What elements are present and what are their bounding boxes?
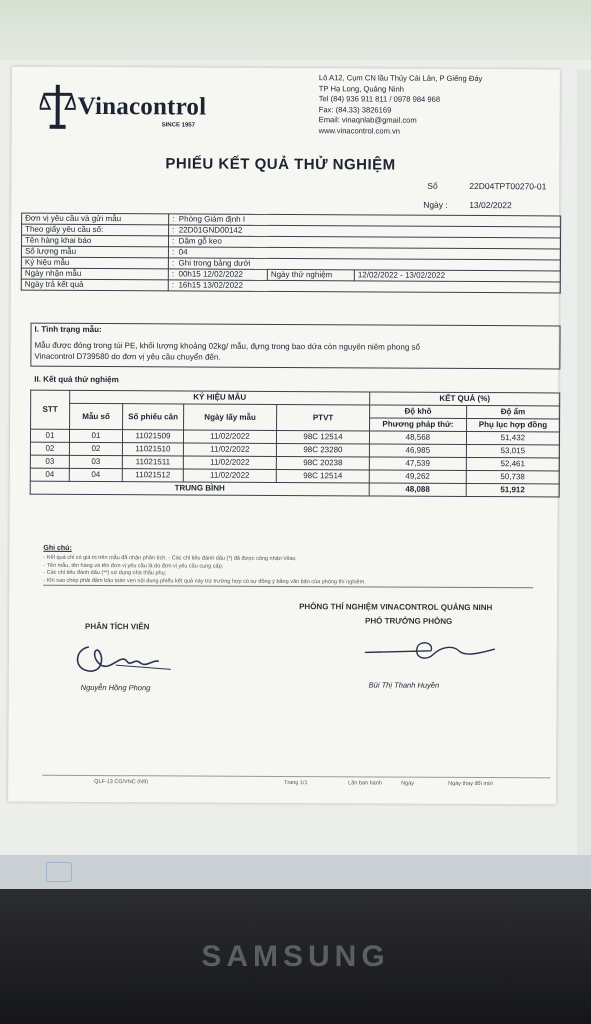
- cell-kho: 49,262: [369, 470, 466, 484]
- footer-date: Ngày: [401, 780, 415, 787]
- cell-stt: 02: [30, 442, 69, 455]
- col-ptvt: PTVT: [277, 404, 370, 430]
- col-mauso: Mẫu số: [70, 403, 123, 429]
- col-stt: STT: [31, 390, 70, 429]
- footer-edition: Lần ban hành: [348, 780, 382, 787]
- document-title: PHIẾU KẾT QUẢ THỬ NGHIỆM: [165, 155, 396, 174]
- address-line: Fax: (84.33) 3826169: [318, 104, 392, 115]
- so-value: 22D04TPT00270-01: [469, 180, 547, 192]
- cell-kho: 48,568: [369, 431, 466, 445]
- address-line: www.vinacontrol.com.vn: [318, 126, 401, 136]
- cell-mau: 02: [69, 442, 122, 455]
- info-value: : 04: [168, 247, 560, 260]
- info-value: : Phòng Giám định I: [169, 214, 561, 227]
- info-label: Ngày trả kết quả: [21, 279, 168, 291]
- col-kyhieu: KÝ HIỆU MẪU: [70, 390, 370, 405]
- footer-change-date: Ngày thay đổi mới: [448, 780, 493, 788]
- info-extra-label: Ngày thử nghiệm: [267, 269, 354, 280]
- notes-block: [43, 555, 533, 589]
- vinacontrol-logo-icon: [40, 83, 76, 136]
- monitor-brand-logo: SAMSUNG: [201, 940, 390, 973]
- cell-mau: 04: [69, 468, 122, 481]
- note-line: - Các chỉ tiêu đánh dấu (**) sử dụng nhà thầu phụ;: [43, 569, 167, 577]
- info-label: Theo giấy yêu cầu số:: [22, 224, 169, 236]
- cell-stt: 03: [30, 455, 69, 468]
- cell-mau: 03: [69, 455, 122, 468]
- cell-ngay: 11/02/2022: [183, 456, 276, 469]
- cell-am: 52,461: [466, 457, 559, 470]
- cell-ptvt: 98C 20238: [276, 456, 369, 469]
- company-since: SINCE 1957: [161, 122, 195, 129]
- so-label: Số: [427, 180, 438, 191]
- note-line: - Kết quả chỉ có giá trị trên mẫu đã nhận phân tích. - Các chỉ tiêu đánh dấu (*) đã được công nhận Vilas;: [43, 554, 297, 563]
- average-am: 51,912: [466, 483, 559, 496]
- info-value: : 22D01GND00142: [169, 225, 561, 238]
- note-line: - Khi sao chép phải đảm bảo toàn vẹn nội dung phiếu kết quả này trừ trường hợp có sự đồng ý bằng văn bản của phòng thí nghiệm.: [43, 577, 366, 585]
- analyst-title: PHÂN TÍCH VIÊN: [84, 621, 150, 632]
- method-label: Phương pháp thử:: [370, 418, 467, 432]
- info-extra-value: 12/02/2022 - 13/02/2022: [354, 270, 560, 282]
- deputy-name: Bùi Thị Thanh Huyền: [368, 680, 440, 690]
- cell-kho: 47,539: [369, 457, 466, 471]
- cell-ngay: 11/02/2022: [183, 469, 276, 482]
- footer-code: QLF-13 CG/VNC (N9): [94, 779, 148, 786]
- cell-am: 53,015: [466, 444, 559, 457]
- analyst-name: Nguyễn Hồng Phong: [80, 682, 151, 693]
- cell-kho: 46,985: [369, 444, 466, 458]
- address-line: Email: vinaqnlab@gmail.com: [318, 115, 417, 126]
- info-label: Đơn vị yêu cầu và gửi mẫu: [22, 213, 169, 225]
- cell-ngay: 11/02/2022: [183, 430, 276, 443]
- average-kho: 48,088: [369, 483, 466, 497]
- cell-ptvt: 98C 12514: [276, 430, 369, 443]
- address-line: Lô A12, Cụm CN lầu Thủy Cái Lân, P Giếng Đáy: [318, 73, 483, 84]
- col-dokho: Độ khô: [370, 405, 467, 419]
- taskbar: [0, 855, 591, 891]
- cell-ptvt: 98C 23280: [276, 443, 369, 456]
- company-logo-text: Vinacontrol: [77, 92, 207, 121]
- cell-am: 50,738: [466, 470, 559, 483]
- company-address: [319, 73, 483, 137]
- cell-mau: 01: [69, 429, 122, 442]
- info-label: Số lượng mẫu: [21, 246, 168, 258]
- cell-phieu: 11021509: [122, 430, 183, 443]
- cell-phieu: 11021511: [122, 456, 183, 469]
- deputy-title: PHÓ TRƯỞNG PHÒNG: [365, 616, 453, 626]
- notes-heading: Ghi chú:: [43, 544, 72, 552]
- average-row: [30, 481, 559, 497]
- note-line: - Tên mẫu, tên hàng và tên đơn vị yêu cầu là do đơn vị yêu cầu cung cấp;: [43, 562, 224, 570]
- address-line: Tel (84) 936 911 811 / 0978 984 968: [318, 94, 441, 105]
- info-label: Tên hàng khai báo: [21, 235, 168, 247]
- cell-ngay: 11/02/2022: [183, 443, 276, 456]
- footer-divider: [42, 775, 550, 779]
- info-value: : 16h15 13/02/2022: [168, 280, 560, 293]
- info-value: : Dăm gỗ keo: [168, 236, 560, 249]
- info-row: [21, 279, 560, 293]
- lab-name: PHÒNG THÍ NGHIỆM VINACONTROL QUẢNG NINH: [299, 602, 493, 613]
- sample-info-table: [21, 213, 561, 294]
- section1-text: Mẫu được đóng trong túi PE, khối lượng khoảng 02kg/ mẫu, đựng trong bao dứa còn nguyên niêm phong số: [34, 340, 420, 352]
- cell-phieu: 11021512: [122, 469, 183, 482]
- address-line: TP Hạ Long, Quảng Ninh: [318, 83, 404, 94]
- ngay-label: Ngày :: [423, 199, 448, 210]
- results-table: [30, 390, 561, 498]
- section2-heading: II. Kết quả thử nghiệm: [34, 374, 119, 385]
- method-value: Phụ lục hợp đồng: [466, 418, 559, 431]
- info-value: : Ghi trong bảng dưới: [168, 258, 560, 271]
- document-page: [8, 67, 560, 805]
- deputy-signature-icon: [361, 630, 501, 676]
- col-doam: Độ ẩm: [466, 405, 559, 418]
- cell-am: 51,432: [466, 431, 559, 444]
- info-label: Ký hiệu mẫu: [21, 257, 168, 269]
- section1-heading: I. Tình trạng mẫu:: [34, 324, 102, 335]
- info-value: : 00h15 12/02/2022: [168, 269, 267, 281]
- col-ketqua: KẾT QUẢ (%): [370, 392, 560, 406]
- viewer-scrollbar[interactable]: [577, 70, 591, 870]
- col-sophieu: Số phiếu cân: [123, 404, 184, 430]
- taskbar-app-icon[interactable]: [46, 862, 72, 882]
- section1-text: Vinacontrol D739580 do đơn vị yêu cầu chuyển đến.: [34, 351, 221, 362]
- cell-stt: 04: [30, 468, 69, 481]
- average-label: TRUNG BÌNH: [30, 481, 369, 496]
- results-header-row: [31, 403, 560, 419]
- cell-stt: 01: [30, 429, 69, 442]
- col-ngaylay: Ngày lấy mẫu: [184, 404, 277, 430]
- cell-ptvt: 98C 12514: [276, 469, 369, 482]
- ngay-value: 13/02/2022: [469, 199, 512, 211]
- info-label: Ngày nhận mẫu: [21, 268, 168, 280]
- footer-page: Trang 1/1: [284, 780, 308, 787]
- analyst-signature-icon: [71, 635, 181, 686]
- cell-phieu: 11021510: [122, 443, 183, 456]
